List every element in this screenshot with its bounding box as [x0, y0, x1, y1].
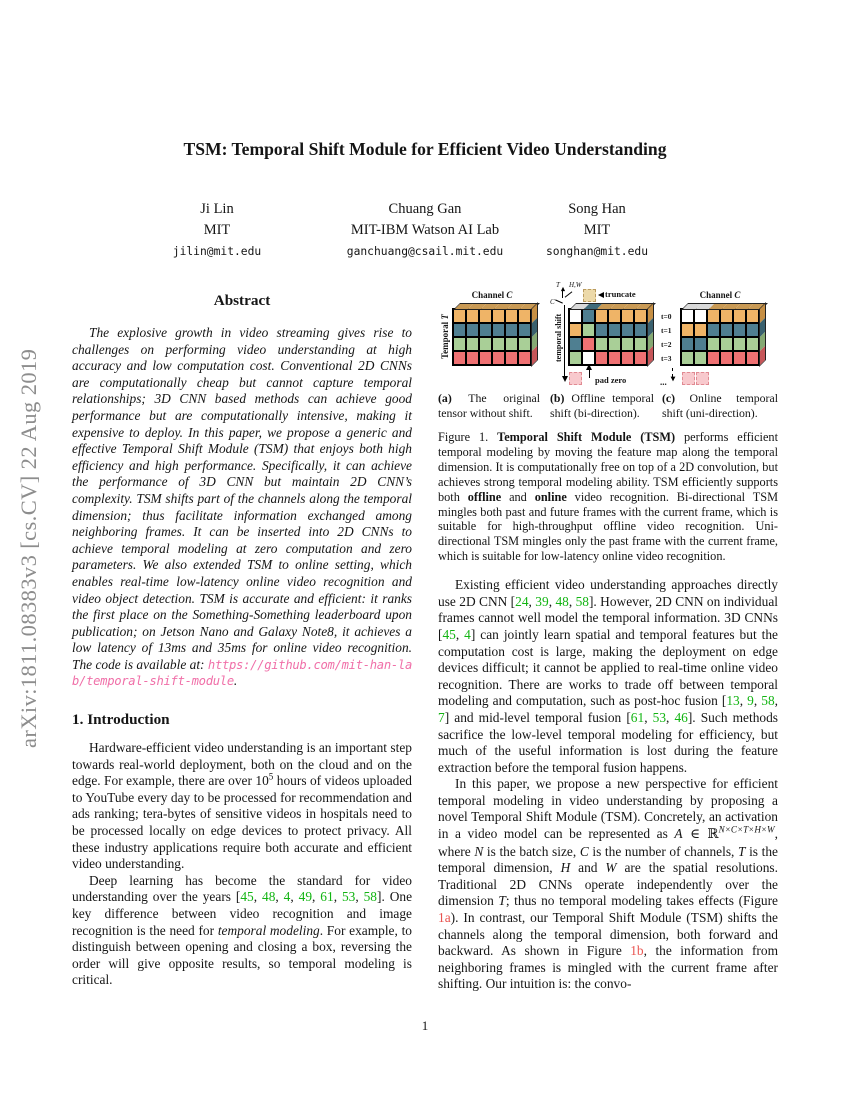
- text-span: ,: [739, 693, 748, 709]
- tensor-cell: [720, 309, 733, 323]
- tensor-cell: [492, 323, 505, 337]
- tensor-cell: [681, 337, 694, 351]
- figure-1-caption: [438, 430, 778, 564]
- text-span: .: [233, 673, 238, 689]
- figure-ref-link[interactable]: 1a: [438, 910, 451, 926]
- subcaption-a: [438, 391, 540, 420]
- citation-link[interactable]: 48: [262, 889, 276, 905]
- temporal-axis-label: [440, 309, 450, 365]
- text-span: , where: [438, 826, 778, 859]
- body-paragraph-1: [438, 577, 778, 776]
- text-span: ]. One key difference between video recognition and image recognition is the need for: [72, 889, 413, 938]
- arxiv-sidebar-label: arXiv:1811.08383v3 [cs.CV] 22 Aug 2019: [16, 348, 41, 748]
- tensor-cell: [479, 337, 492, 351]
- tensor-cell: [582, 351, 595, 365]
- tensor-cell: [621, 351, 634, 365]
- tensor-cell: [694, 351, 707, 365]
- text-span: N: [474, 843, 484, 859]
- text-span: ,: [455, 626, 465, 642]
- tensor-cell: [621, 323, 634, 337]
- author-affiliation: MIT: [203, 222, 231, 238]
- text-span: T: [738, 843, 746, 859]
- tensor-cell: [479, 309, 492, 323]
- tensor-cell: [569, 351, 582, 365]
- time-step-label: t=1: [661, 325, 672, 335]
- tensor-cell: [746, 337, 759, 351]
- text-span: ,: [774, 693, 778, 709]
- text-span: hours of videos uploaded to YouTube every day to be processed for recommendation and ads ranking; tera-bytes of sensitive videos in hospitals need to be processed locally on edge devices to protect privacy. All these industry applications require both accurate and efficient video understanding.: [72, 773, 412, 872]
- padded-out-cell: [569, 372, 582, 385]
- text-span: Figure 1.: [438, 430, 498, 444]
- citation-link[interactable]: 58: [363, 889, 377, 905]
- tensor-cell: [582, 337, 595, 351]
- tensor-cell: [453, 351, 466, 365]
- text-span: 5: [268, 771, 274, 782]
- author-affiliation: MIT: [583, 222, 611, 238]
- text-span: ] can jointly learn spatial and temporal features but the computation cost is large, making the deployment on edge devices difficult; it cannot be applied to real-time online video recognition. There are works to trade off between temporal modeling and computation, such as post-hoc fusion [: [438, 626, 778, 709]
- author-block: [487, 199, 707, 263]
- tensor-cell: [505, 309, 518, 323]
- text-span: (a): [438, 391, 452, 405]
- text-span: (b): [550, 391, 565, 405]
- padded-out-cell: [682, 372, 695, 385]
- tensor-cell: [733, 323, 746, 337]
- abstract-heading: Abstract: [213, 292, 271, 309]
- tensor-cell: [694, 337, 707, 351]
- text-span: , the information from neighboring frames is mingled with the current frame after shifting. Our intuition is: the convo-: [438, 943, 778, 992]
- paper-title: TSM: Temporal Shift Module for Efficient Video Understanding: [183, 139, 667, 159]
- tensor-cell: [746, 351, 759, 365]
- pad-zero-arrow-line: [589, 369, 590, 378]
- tensor-cell: [694, 323, 707, 337]
- temporal-shift-arrow-line: [564, 305, 565, 377]
- two-column-body: [72, 281, 779, 993]
- subcaption-b: [550, 391, 654, 420]
- padded-out-cell: [696, 372, 709, 385]
- text-span: ,: [568, 593, 576, 609]
- tensor-cell: [608, 337, 621, 351]
- tensor-cell: [492, 351, 505, 365]
- tensor-side-segment: [760, 346, 765, 365]
- text-span: N×C×T×H×W: [718, 824, 775, 835]
- temporal-shift-arrowhead: [562, 376, 568, 382]
- tensor-cell: [707, 337, 720, 351]
- tensor-cell: [733, 309, 746, 323]
- citation-link[interactable]: 58: [761, 693, 775, 709]
- text-span: Temporal: [440, 320, 450, 360]
- text-span: T: [498, 893, 506, 909]
- author-name: Ji Lin: [200, 201, 234, 217]
- text-span: ]. However, 2D CNN on individual frames cannot well model the temporal information. 3D CNNs [: [438, 593, 778, 642]
- tensor-cell: [453, 323, 466, 337]
- citation-link[interactable]: 61: [630, 709, 645, 725]
- tensor-cell: [505, 323, 518, 337]
- tensor-cell: [707, 309, 720, 323]
- citation-link[interactable]: 53: [652, 709, 667, 725]
- temporal-shift-label: temporal shift: [554, 313, 563, 363]
- hw-axis-label: H,W: [569, 281, 582, 289]
- tensor-side-face: [531, 302, 538, 367]
- citation-link[interactable]: 24: [515, 593, 529, 609]
- tensor-cell: [479, 351, 492, 365]
- text-span: ,: [290, 889, 299, 905]
- text-span: performs efficient temporal modeling by moving the feature map along the temporal dimension. It is computationally free on top of a 2D convolution, but achieves strong temporal modeling ability. TSM efficiently supports both: [438, 430, 778, 504]
- channel-axis-label: [452, 290, 532, 301]
- tensor-cell: [681, 323, 694, 337]
- text-span: Deep learning has become the standard for video understanding over the years [: [72, 872, 412, 905]
- tensor-cell: [518, 337, 531, 351]
- citation-link[interactable]: 45: [240, 889, 254, 905]
- tensor-grid: [569, 309, 647, 365]
- text-span: and: [501, 489, 535, 504]
- tensor-diagram-offline-shift: [550, 281, 648, 385]
- section-heading-introduction: 1. Introduction: [72, 711, 170, 729]
- citation-link[interactable]: 46: [674, 709, 688, 725]
- intro-paragraph-1: [72, 740, 412, 873]
- text-span: Channel: [699, 290, 735, 300]
- tensor-cell: [569, 337, 582, 351]
- text-span: Offline temporal shift (bi-direction).: [550, 391, 654, 420]
- citation-link[interactable]: 4: [464, 626, 471, 642]
- tensor-cell: [505, 351, 518, 365]
- text-span: Online temporal shift (uni-direction).: [662, 391, 778, 420]
- citation-link[interactable]: 58: [575, 593, 589, 609]
- text-span: (c): [662, 391, 676, 405]
- text-span: is the number of channels,: [588, 843, 739, 859]
- tensor-cell: [707, 323, 720, 337]
- text-span: ). In contrast, our Temporal Shift Module (TSM) shifts the channels along the temporal dimension, both forward and backward. As shown in Figure: [438, 910, 778, 959]
- text-span: T: [440, 314, 450, 321]
- t-axis-label: T: [556, 281, 560, 289]
- tensor-cell: [634, 309, 647, 323]
- tensor-top-face: [681, 303, 768, 310]
- tensor-cell: [518, 351, 531, 365]
- tensor-grid: [453, 309, 531, 365]
- tensor-cell: [569, 323, 582, 337]
- tensor-cell: [479, 323, 492, 337]
- text-span: are the spatial resolutions. Traditional 2D CNNs operate independently over the dimension: [438, 860, 778, 909]
- citation-link[interactable]: 9: [747, 693, 754, 709]
- continue-arrowhead: [670, 377, 675, 382]
- tensor-side-face: [647, 302, 654, 367]
- tensor-cell: [505, 337, 518, 351]
- tensor-side-segment: [648, 346, 653, 365]
- citation-link[interactable]: 7: [438, 709, 445, 725]
- citation-link[interactable]: 53: [341, 889, 356, 905]
- pad-zero-label: pad zero: [595, 375, 627, 385]
- subcaption-c: [662, 391, 778, 420]
- tensor-cell: [453, 337, 466, 351]
- text-span: Temporal Shift Module (TSM): [497, 430, 676, 444]
- c-axis-line: [555, 299, 563, 303]
- tensor-cell: [621, 309, 634, 323]
- author-email: songhan@mit.edu: [545, 245, 649, 258]
- citation-link[interactable]: 61: [320, 889, 334, 905]
- code-url-link[interactable]: https://github.com/mit-han-lab/temporal-shift-module: [72, 657, 412, 689]
- text-span: offline: [467, 489, 502, 504]
- text-span: video recognition. Bi-directional TSM mingles both past and future frames with the current frame, which is suitable for high-throughput offline video recognition. Uni-directional TSM mingles only the past frame with the current frame, which is suitable for low-latency online video recognition.: [438, 489, 779, 564]
- text-span: C: [579, 843, 589, 859]
- time-step-label: t=2: [661, 339, 672, 349]
- tensor-cell: [518, 323, 531, 337]
- text-span: ]. Such methods sacrifice the low-level temporal modeling for efficiency, but much of the useful information is lost during the feature extraction before the temporal fusion happens.: [438, 709, 778, 775]
- text-span: C: [506, 290, 513, 300]
- tensor-grid: [681, 309, 759, 365]
- tensor-cell: [595, 309, 608, 323]
- left-column: [72, 290, 412, 993]
- tensor-cell: [595, 323, 608, 337]
- channel-axis-label: [680, 290, 760, 301]
- citation-link[interactable]: 49: [298, 889, 313, 905]
- text-span: Existing efficient video understanding approaches directly use 2D CNN [: [438, 577, 778, 609]
- figure-1: [438, 281, 778, 426]
- text-span: is the batch size,: [483, 843, 580, 859]
- text-span: ,: [253, 889, 263, 905]
- tensor-cell: [608, 323, 621, 337]
- tensor-cell: [746, 323, 759, 337]
- time-step-labels: [661, 309, 672, 365]
- tensor-cell: [694, 309, 707, 323]
- tensor-top-face: [453, 303, 540, 310]
- tensor-cell: [720, 337, 733, 351]
- tensor-cell: [582, 323, 595, 337]
- tensor-cell: [492, 309, 505, 323]
- tensor-cell: [608, 351, 621, 365]
- citation-link[interactable]: 4: [283, 889, 291, 905]
- tensor-cell: [634, 351, 647, 365]
- intro-paragraph-2: [72, 873, 412, 989]
- tensor-cell: [582, 309, 595, 323]
- time-step-label: t=0: [661, 311, 672, 321]
- text-span: C: [734, 290, 741, 300]
- tensor-cell: [733, 337, 746, 351]
- c-axis-label: C: [550, 298, 555, 306]
- tensor-diagram-online-shift: [660, 308, 760, 387]
- text-span: ,: [275, 889, 284, 905]
- tensor-side-face: [759, 302, 766, 367]
- tensor-cell: [634, 323, 647, 337]
- tensor-cell: [466, 337, 479, 351]
- truncate-arrow: [598, 292, 604, 298]
- truncated-cell: [583, 289, 596, 302]
- tensor-cell: [746, 309, 759, 323]
- text-span: ,: [753, 693, 762, 709]
- author-affiliation: MIT-IBM Watson AI Lab: [350, 222, 500, 238]
- abstract-text: [72, 325, 412, 690]
- text-span: Hardware-efficient video understanding is an important step towards real-world deployment, both on the cloud and on the edge. For example, there are over 10: [72, 740, 412, 789]
- citation-link[interactable]: 48: [555, 593, 569, 609]
- text-span: and: [570, 860, 606, 876]
- time-step-label: t=3: [661, 353, 672, 363]
- tensor-cell: [681, 309, 694, 323]
- text-span: . For example, to distinguish between opening and closing a box, reversing the order will give opposite results, so temporal modeling is critical.: [72, 922, 412, 988]
- pad-zero-arrowhead: [586, 364, 592, 370]
- text-span: The original tensor without shift.: [438, 391, 540, 420]
- tensor-cell: [634, 337, 647, 351]
- text-span: In this paper, we propose a new perspective for efficient temporal modeling in video understanding by proposing a novel Temporal Shift Module (TSM). Concretely, an activation in a video model can be represented as: [438, 776, 778, 842]
- hw-axis-line: [565, 291, 573, 297]
- text-span: ,: [333, 889, 342, 905]
- citation-link[interactable]: 45: [442, 626, 456, 642]
- text-span: ] and mid-level temporal fusion [: [444, 709, 631, 725]
- t-axis-line: [562, 290, 563, 298]
- tensor-cell: [707, 351, 720, 365]
- tensor-cell: [733, 351, 746, 365]
- tensor-cell: [453, 309, 466, 323]
- text-span: ,: [312, 889, 321, 905]
- text-span: is the temporal dimension,: [438, 843, 778, 876]
- body-paragraph-2: [438, 776, 778, 993]
- tensor-cell: [569, 309, 582, 323]
- author-email: jilin@mit.edu: [172, 245, 262, 258]
- ellipsis-label: ...: [660, 377, 667, 387]
- tensor-cell: [720, 351, 733, 365]
- text-span: The explosive growth in video streaming gives rise to challenges on performing video understanding at high accuracy and low computation cost. Conventional 2D CNNs are computationally cheap but cannot capture temporal relationships; 3D CNN based methods can achieve good performance but are computationally intensive, making it expensive to deploy. In this paper, we propose a generic and effective Temporal Shift Module (TSM) that enjoys both high efficiency and high performance. Specifically, it can achieve the performance of 3D CNN but maintain 2D CNN’s complexity. TSM shifts part of the channels along the temporal dimension; thus facilitate information exchanged among neighboring frames. It can be inserted into 2D CNNs to achieve temporal modeling at zero computation and zero parameters. We also extended TSM to online setting, which enables real-time low-latency online video recognition and video object detection. TSM is accurate and efficient: it ranks the first place on the Something-Something leaderboard upon publication; on Jetson Nano and Galaxy Note8, it achieves a low latency of 13ms and 35ms for online video recognition. The code is available at:: [72, 325, 412, 672]
- text-span: ; thus no temporal modeling takes effects (Figure: [505, 893, 778, 909]
- tensor-cell: [595, 337, 608, 351]
- text-span: ℝ: [707, 827, 719, 843]
- tensor-cell: [621, 337, 634, 351]
- author-block: [107, 199, 327, 263]
- tensor-cell: [595, 351, 608, 365]
- page-number: 1: [421, 1018, 429, 1033]
- tensor-cell: [466, 309, 479, 323]
- tensor-cell: [720, 323, 733, 337]
- text-span: W: [605, 860, 617, 876]
- text-span: ,: [644, 709, 653, 725]
- text-span: A: [674, 826, 683, 842]
- text-span: online: [534, 489, 567, 504]
- text-span: ∈: [682, 827, 708, 843]
- text-span: Channel: [471, 290, 507, 300]
- author-email: ganchuang@csail.mit.edu: [346, 245, 504, 258]
- tensor-cell: [466, 351, 479, 365]
- tensor-diagram-original: [440, 308, 532, 366]
- truncate-label: truncate: [605, 289, 636, 299]
- author-name: Chuang Gan: [388, 201, 462, 217]
- tensor-cell: [518, 309, 531, 323]
- text-span: temporal modeling: [217, 922, 320, 938]
- citation-link[interactable]: 13: [726, 693, 740, 709]
- text-span: ,: [355, 889, 364, 905]
- tensor-cell: [681, 351, 694, 365]
- citation-link[interactable]: 39: [535, 593, 549, 609]
- text-span: ,: [548, 593, 556, 609]
- text-span: ,: [666, 709, 675, 725]
- right-column: [438, 281, 779, 993]
- figure-ref-link[interactable]: 1b: [630, 943, 644, 959]
- tensor-cell: [608, 309, 621, 323]
- tensor-cell: [466, 323, 479, 337]
- text-span: ,: [528, 593, 536, 609]
- text-span: H: [560, 860, 571, 876]
- tensor-side-segment: [532, 346, 537, 365]
- t-axis-arrow: [561, 287, 565, 291]
- tensor-cell: [492, 337, 505, 351]
- author-name: Song Han: [568, 201, 626, 217]
